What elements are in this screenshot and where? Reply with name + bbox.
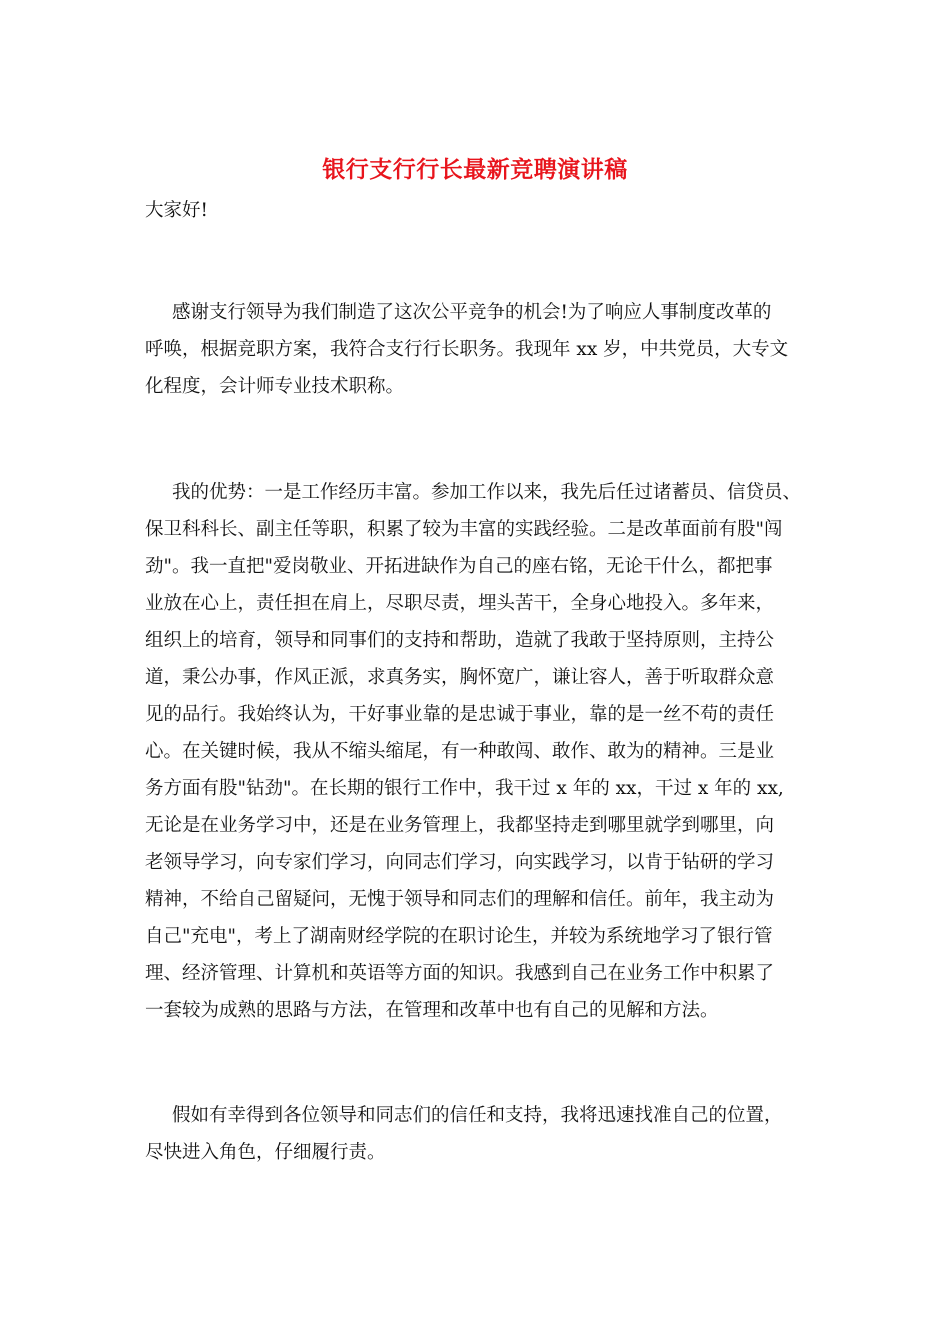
- paragraph-line: 感谢支行领导为我们制造了这次公平竞争的机会!为了响应人事制度改革的: [172, 302, 772, 323]
- paragraph-line: 组织上的培育，领导和同事们的支持和帮助，造就了我敢于坚持原则，主持公: [145, 630, 775, 651]
- paragraph-line: 尽快进入角色，仔细履行责。: [145, 1142, 386, 1163]
- paragraph-line: 一套较为成熟的思路与方法，在管理和改革中也有自己的见解和方法。: [145, 1000, 719, 1021]
- paragraph-line: 我的优势：一是工作经历丰富。参加工作以来，我先后任过诸蓄员、信贷员、: [172, 482, 802, 503]
- paragraph-line: 劲"。我一直把"爱岗敬业、开拓进缺作为自己的座右铭，无论干什么，都把事: [145, 556, 773, 577]
- paragraph-line: 呼唤，根据竞职方案，我符合支行行长职务。我现年 xx 岁，中共党员，大专文: [145, 339, 789, 360]
- paragraph-line: 理、经济管理、计算机和英语等方面的知识。我感到自己在业务工作中积累了: [145, 963, 775, 984]
- paragraph-line: 心。在关键时候，我从不缩头缩尾，有一种敢闯、敢作、敢为的精神。三是业: [145, 741, 775, 762]
- paragraph-line: 无论是在业务学习中，还是在业务管理上，我都坚持走到哪里就学到哪里，向: [145, 815, 775, 836]
- paragraph-line: 自己"充电"，考上了湖南财经学院的在职讨论生，并较为系统地学习了银行管: [145, 926, 773, 947]
- paragraph-line: 保卫科科长、副主任等职，积累了较为丰富的实践经验。二是改革面前有股"闯: [145, 519, 783, 540]
- paragraph-line: 化程度，会计师专业技术职称。: [145, 376, 405, 397]
- paragraph-line: 见的品行。我始终认为，干好事业靠的是忠诚于事业，靠的是一丝不苟的责任: [145, 704, 775, 725]
- paragraph-line: 道，秉公办事，作风正派，求真务实，胸怀宽广，谦让容人，善于听取群众意: [145, 667, 775, 688]
- paragraph-line: 务方面有股"钻劲"。在长期的银行工作中，我干过 x 年的 xx，干过 x 年的 xx,: [145, 778, 784, 799]
- paragraph-line: 假如有幸得到各位领导和同志们的信任和支持，我将迅速找准自己的位置，: [172, 1105, 783, 1126]
- paragraph-line: 精神，不给自己留疑问，无愧于领导和同志们的理解和信任。前年，我主动为: [145, 889, 775, 910]
- document-title: 银行支行行长最新竞聘演讲稿: [322, 156, 628, 183]
- paragraph-line: 老领导学习，向专家们学习，向同志们学习，向实践学习，以肯于钻研的学习: [145, 852, 775, 873]
- greeting: 大家好!: [145, 200, 208, 221]
- paragraph-line: 业放在心上，责任担在肩上，尽职尽责，埋头苦干，全身心地投入。多年来，: [145, 593, 775, 614]
